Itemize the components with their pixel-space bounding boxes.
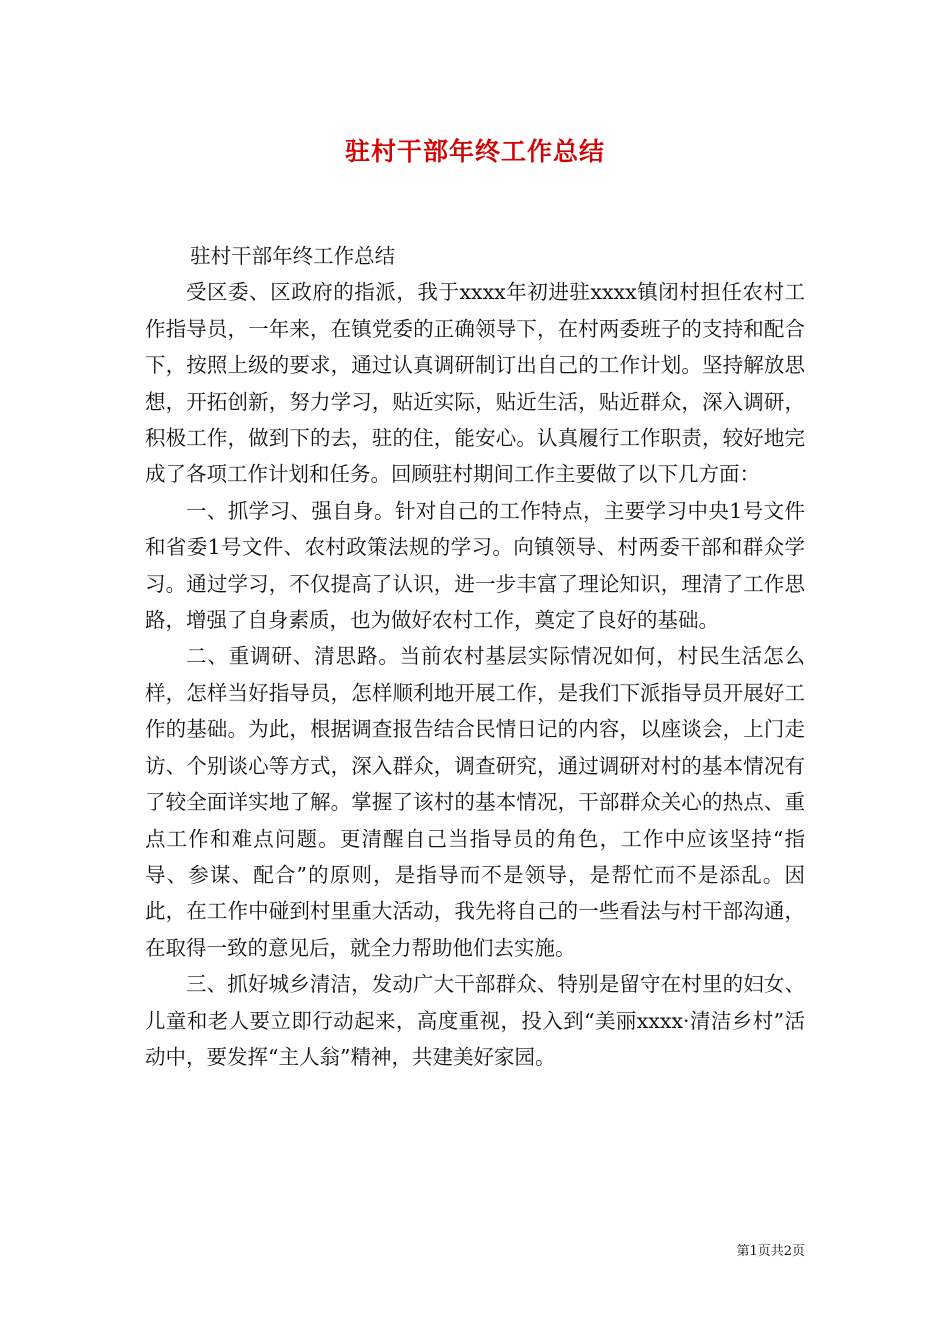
- paragraph-section-1: 一、抓学习、强自身。针对自己的工作特点，主要学习中央1号文件和省委1号文件、农村政策法规的学习。向镇领导、村两委干部和群众学习。通过学习，不仅提高了认识，进一步丰富了理论知识，理清了工作思路，增强了自身素质，也为做好农村工作，奠定了良好的基础。: [145, 498, 805, 633]
- document-body: [145, 238, 805, 1075]
- paragraph-intro: 受区委、区政府的指派，我于xxxx年初进驻xxxx镇闭村担任农村工作指导员，一年来，在镇党委的正确领导下，在村两委班子的支持和配合下，按照上级的要求，通过认真调研制订出自己的工作计划。坚持解放思想，开拓创新，努力学习，贴近实际，贴近生活，贴近群众，深入调研，积极工作，做到下的去，驻的住，能安心。认真履行工作职责，较好地完成了各项工作计划和任务。回顾驻村期间工作主要做了以下几方面：: [145, 280, 805, 487]
- page-number: 第1页共2页: [736, 1244, 805, 1259]
- document-title: 驻村干部年终工作总结: [344, 137, 605, 166]
- paragraph-section-3: 三、抓好城乡清洁，发动广大干部群众、特别是留守在村里的妇女、儿童和老人要立即行动起来，高度重视，投入到“美丽xxxx·清洁乡村”活动中，要发挥“主人翁”精神，共建美好家园。: [145, 972, 805, 1069]
- paragraph-section-2: 二、重调研、清思路。当前农村基层实际情况如何，村民生活怎么样，怎样当好指导员，怎样顺利地开展工作，是我们下派指导员开展好工作的基础。为此，根据调查报告结合民情日记的内容，以座谈会，上门走访、个别谈心等方式，深入群众，调查研究，通过调研对村的基本情况有了较全面详实地了解。掌握了该村的基本情况，干部群众关心的热点、重点工作和难点问题。更清醒自己当指导员的角色，工作中应该坚持“指导、参谋、配合”的原则，是指导而不是领导，是帮忙而不是添乱。因此，在工作中碰到村里重大活动，我先将自己的一些看法与村干部沟通，在取得一致的意见后，就全力帮助他们去实施。: [145, 644, 805, 960]
- document-subtitle: 驻村干部年终工作总结: [190, 244, 396, 268]
